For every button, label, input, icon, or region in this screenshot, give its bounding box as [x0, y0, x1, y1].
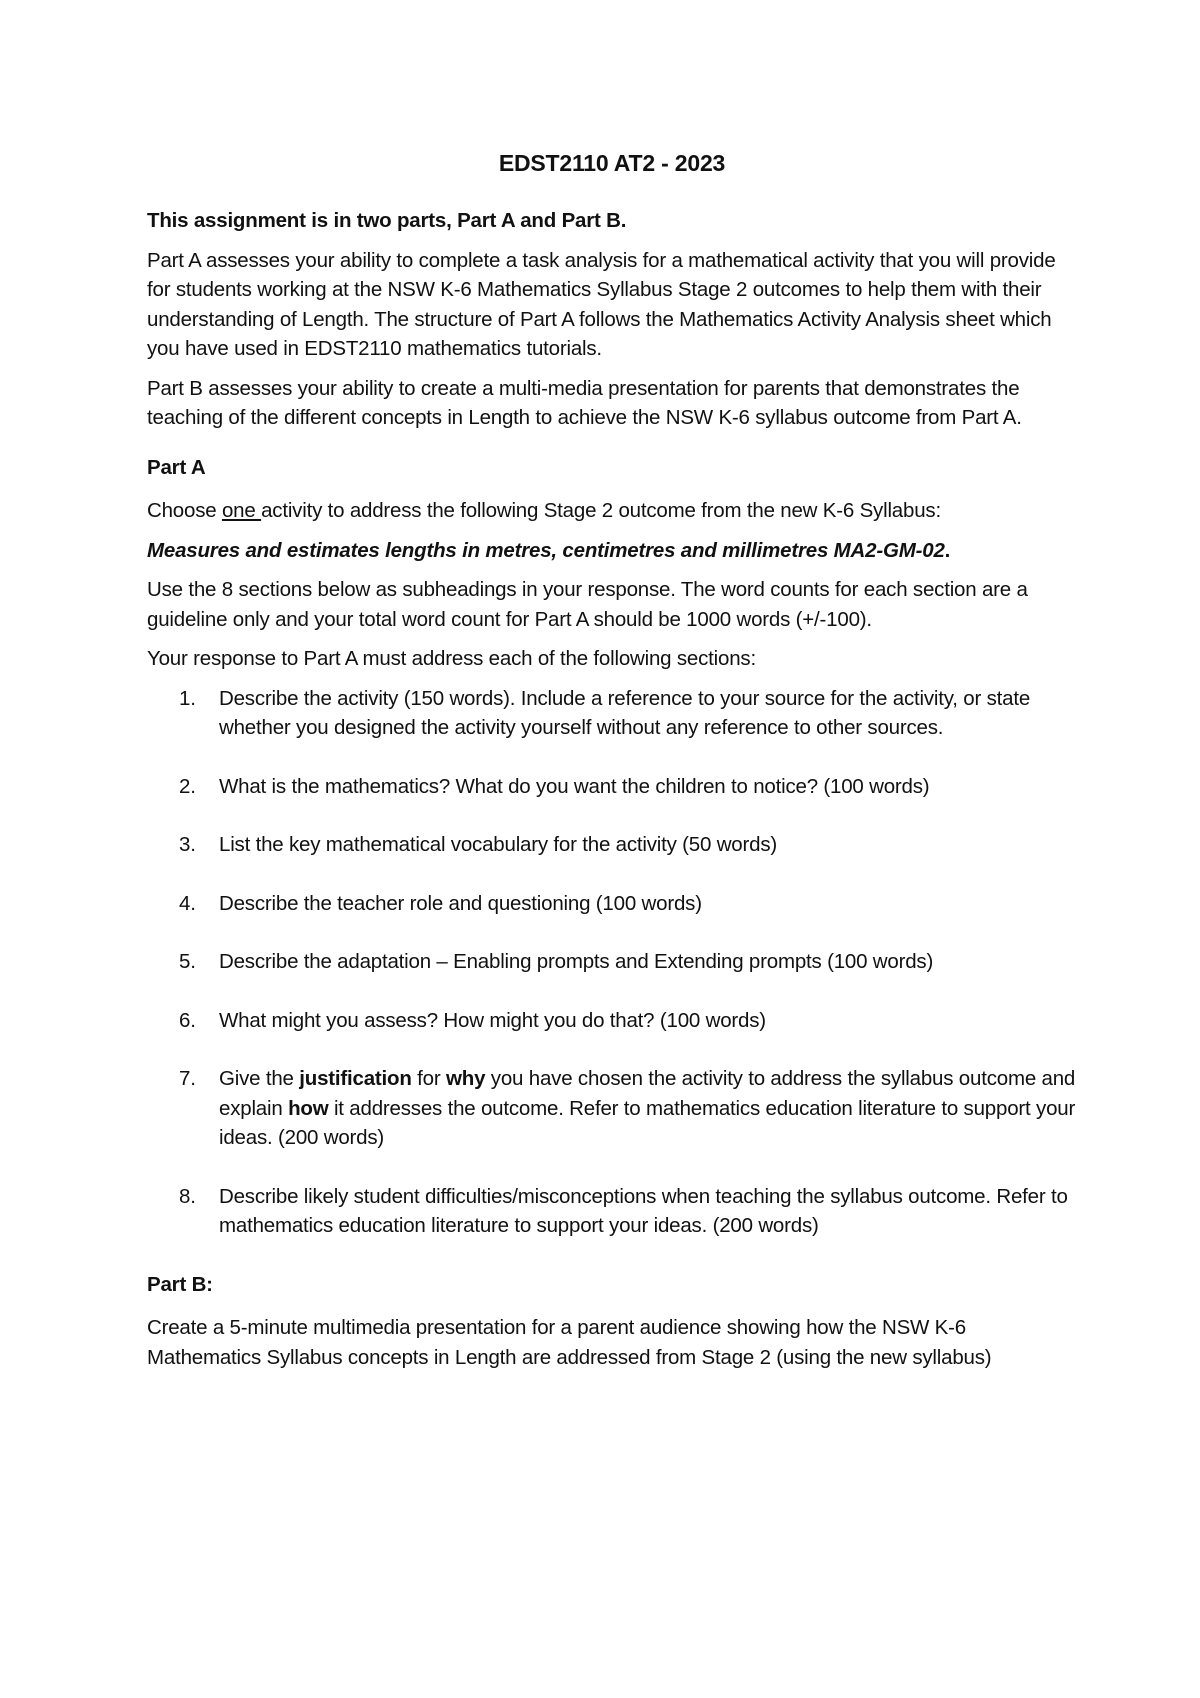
- list-item: [147, 772, 1077, 802]
- choose-underlined: one: [221, 499, 262, 522]
- list-item: [147, 1006, 1077, 1036]
- section7-why: why: [446, 1067, 486, 1090]
- list-item-number: 2.: [179, 774, 196, 798]
- list-item-number: 1.: [179, 686, 196, 710]
- list-item-text: Describe the adaptation – Enabling prompts and Extending prompts (100 words): [219, 950, 934, 973]
- list-item-number: 6.: [179, 1008, 196, 1032]
- list-item: [147, 889, 1077, 919]
- list-item: [147, 830, 1077, 860]
- outcome-end: .: [944, 538, 951, 562]
- section7-a: Give the: [219, 1067, 300, 1090]
- list-item-text: List the key mathematical vocabulary for the activity (50 words): [219, 833, 778, 856]
- part-a-description: Part A assesses your ability to complete a task analysis for a mathematical activity that you will provide for students working at the NSW K-6 Mathematics Syllabus Stage 2 outcomes to help them with their understanding of Length. The structure of Part A follows the Mathematics Activity Analysis sheet which you have used in EDST2110 mathematics tutorials.: [147, 248, 1056, 360]
- list-item-text: Describe the teacher role and questioning (100 words): [219, 891, 702, 915]
- list-item-text: What is the mathematics? What do you want the children to notice? (100 words): [219, 774, 930, 798]
- list-item-text: Describe likely student difficulties/misconceptions when teaching the syllabus outcome. Refer to mathematics education literature to support your ideas. (200 words): [219, 1184, 1068, 1237]
- list-item: [147, 1064, 1077, 1153]
- part-b-description: Part B assesses your ability to create a multi-media presentation for parents that demonstrates the teaching of the different concepts in Length to achieve the NSW K-6 syllabus outcome from Part A.: [147, 376, 1022, 429]
- part-a-heading: Part A: [147, 455, 206, 479]
- section7-how: how: [288, 1096, 329, 1120]
- list-item-text: What might you assess? How might you do that? (100 words): [219, 1008, 766, 1032]
- choose-pre: Choose: [147, 499, 222, 522]
- list-item: [147, 947, 1077, 977]
- sections-lead: Your response to Part A must address each of the following sections:: [147, 647, 756, 670]
- list-item-number: 3.: [179, 833, 196, 856]
- syllabus-outcome: [147, 536, 1077, 566]
- section7-justification: justification: [299, 1067, 412, 1090]
- list-item: [147, 684, 1077, 743]
- list-item-number: 7.: [179, 1067, 196, 1090]
- section7-g: it addresses the outcome. Refer to mathematics education literature to support your ideas. (200 words): [219, 1096, 1076, 1149]
- part-b-task: Create a 5-minute multimedia presentation for a parent audience showing how the NSW K-6 Mathematics Syllabus concepts in Length are addressed from Stage 2 (using the new syllabus): [147, 1316, 992, 1369]
- intro-text: This assignment is in two parts, Part A and Part B.: [147, 209, 627, 232]
- choose-post: activity to address the following Stage 2 outcome from the new K-6 Syllabus:: [261, 499, 941, 522]
- document-page: [147, 148, 1077, 1382]
- section7-e: you have chosen the activity to address the syllabus outcome and explain: [219, 1067, 1076, 1120]
- section7-c: for: [411, 1067, 447, 1090]
- list-item: [147, 1182, 1077, 1241]
- list-item-number: 4.: [179, 891, 196, 915]
- list-item-text: Describe the activity (150 words). Include a reference to your source for the activity, or state whether you designed the activity yourself without any reference to other sources.: [219, 686, 1031, 739]
- outcome-text: Measures and estimates lengths in metres, centimetres and millimetres MA2-GM-02: [147, 538, 945, 562]
- choose-activity-text: [147, 496, 1077, 526]
- document-title: EDST2110 AT2 - 2023: [498, 150, 726, 176]
- list-item-number: 5.: [179, 950, 196, 973]
- list-item-number: 8.: [179, 1184, 196, 1208]
- sections-note: Use the 8 sections below as subheadings in your response. The word counts for each section are a guideline only and your total word count for Part A should be 1000 words (+/-100).: [147, 578, 1028, 631]
- part-b-heading: Part B:: [147, 1272, 213, 1296]
- sections-list: [147, 684, 1077, 1241]
